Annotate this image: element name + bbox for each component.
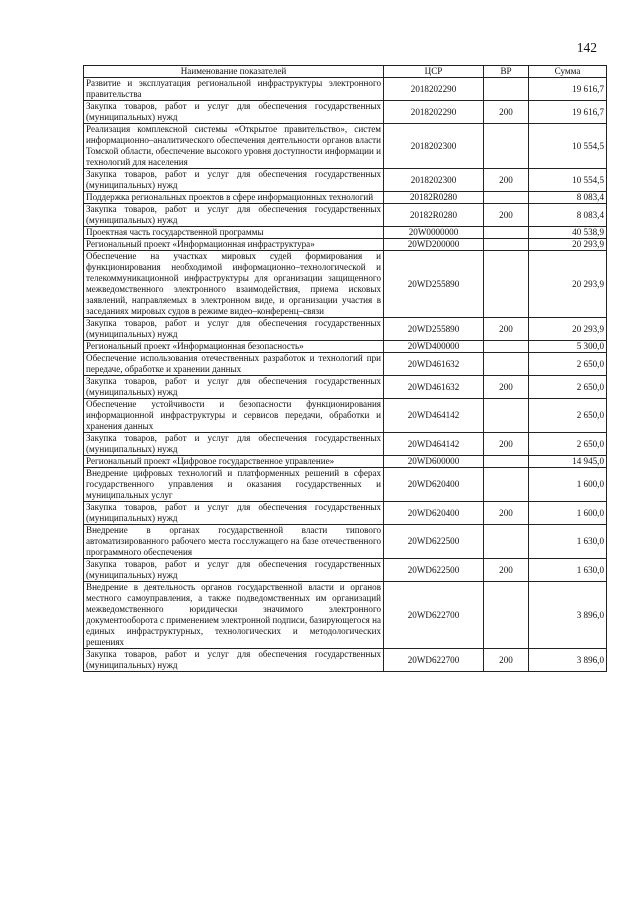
cell-sum: 8 083,4 bbox=[529, 192, 607, 204]
table-row bbox=[84, 525, 607, 559]
page-number: 142 bbox=[576, 40, 597, 55]
cell-csr: 2018202290 bbox=[384, 101, 484, 124]
table-row bbox=[84, 502, 607, 525]
cell-vr: 200 bbox=[484, 204, 529, 227]
cell-csr: 20WD620400 bbox=[384, 468, 484, 502]
cell-sum: 1 630,0 bbox=[529, 559, 607, 582]
cell-sum: 2 650,0 bbox=[529, 433, 607, 456]
cell-csr: 20WD620400 bbox=[384, 502, 484, 525]
cell-vr bbox=[484, 124, 529, 169]
header-vr: ВР bbox=[484, 66, 529, 78]
cell-sum: 5 300,0 bbox=[529, 341, 607, 353]
header-name: Наименование показателей bbox=[84, 66, 384, 78]
cell-csr: 20WD255890 bbox=[384, 251, 484, 318]
table-row bbox=[84, 318, 607, 341]
cell-csr: 20WD200000 bbox=[384, 239, 484, 251]
cell-vr bbox=[484, 456, 529, 468]
table-row bbox=[84, 204, 607, 227]
cell-name: Внедрение в деятельность органов государственной власти и органов местного самоуправления, а также подведомственных им организаций межведомственного юридически значимого электронного документооборота с применением электронной подписи, базирующегося на единых инфраструктурных, технологических и методологических решениях bbox=[84, 582, 384, 649]
cell-vr bbox=[484, 341, 529, 353]
table-row bbox=[84, 582, 607, 649]
cell-vr bbox=[484, 227, 529, 239]
cell-sum: 2 650,0 bbox=[529, 353, 607, 376]
cell-name: Закупка товаров, работ и услуг для обеспечения государственных (муниципальных) нужд bbox=[84, 204, 384, 227]
cell-sum: 2 650,0 bbox=[529, 399, 607, 433]
cell-vr bbox=[484, 251, 529, 318]
table-row bbox=[84, 341, 607, 353]
cell-sum: 2 650,0 bbox=[529, 376, 607, 399]
cell-name: Внедрение цифровых технологий и платформенных решений в сферах государственного управления и оказания государственных и муниципальных услуг bbox=[84, 468, 384, 502]
cell-csr: 20182R0280 bbox=[384, 192, 484, 204]
cell-csr: 2018202300 bbox=[384, 169, 484, 192]
cell-name: Закупка товаров, работ и услуг для обеспечения государственных (муниципальных) нужд bbox=[84, 376, 384, 399]
cell-name: Закупка товаров, работ и услуг для обеспечения государственных (муниципальных) нужд bbox=[84, 502, 384, 525]
cell-sum: 20 293,9 bbox=[529, 239, 607, 251]
table-row bbox=[84, 192, 607, 204]
table-row bbox=[84, 101, 607, 124]
cell-name: Проектная часть государственной программы bbox=[84, 227, 384, 239]
cell-sum: 10 554,5 bbox=[529, 124, 607, 169]
cell-name: Закупка товаров, работ и услуг для обеспечения государственных (муниципальных) нужд bbox=[84, 101, 384, 124]
cell-name: Закупка товаров, работ и услуг для обеспечения государственных (муниципальных) нужд bbox=[84, 649, 384, 672]
table-row bbox=[84, 649, 607, 672]
cell-name: Региональный проект «Информационная безопасность» bbox=[84, 341, 384, 353]
table-row bbox=[84, 169, 607, 192]
cell-csr: 20WD622500 bbox=[384, 559, 484, 582]
cell-name: Закупка товаров, работ и услуг для обеспечения государственных (муниципальных) нужд bbox=[84, 433, 384, 456]
table-row bbox=[84, 78, 607, 101]
cell-vr bbox=[484, 525, 529, 559]
cell-sum: 1 600,0 bbox=[529, 502, 607, 525]
cell-vr bbox=[484, 582, 529, 649]
cell-vr bbox=[484, 399, 529, 433]
cell-csr: 20WD461632 bbox=[384, 353, 484, 376]
table-row bbox=[84, 251, 607, 318]
table-row bbox=[84, 456, 607, 468]
table-row bbox=[84, 559, 607, 582]
cell-vr: 200 bbox=[484, 101, 529, 124]
cell-vr bbox=[484, 239, 529, 251]
cell-vr: 200 bbox=[484, 318, 529, 341]
cell-vr: 200 bbox=[484, 649, 529, 672]
table-row bbox=[84, 376, 607, 399]
cell-name: Внедрение в органах государственной власти типового автоматизированного рабочего места госслужащего на базе отечественного программного обеспечения bbox=[84, 525, 384, 559]
cell-csr: 20WD600000 bbox=[384, 456, 484, 468]
cell-sum: 19 616,7 bbox=[529, 101, 607, 124]
cell-name: Региональный проект «Информационная инфраструктура» bbox=[84, 239, 384, 251]
budget-table bbox=[83, 65, 607, 672]
table-row bbox=[84, 353, 607, 376]
cell-vr bbox=[484, 78, 529, 101]
cell-sum: 19 616,7 bbox=[529, 78, 607, 101]
table-row bbox=[84, 399, 607, 433]
table-header-row bbox=[84, 66, 607, 78]
cell-csr: 20WD622700 bbox=[384, 582, 484, 649]
header-csr: ЦСР bbox=[384, 66, 484, 78]
cell-csr: 20WD622700 bbox=[384, 649, 484, 672]
table-row bbox=[84, 227, 607, 239]
cell-vr bbox=[484, 468, 529, 502]
cell-sum: 8 083,4 bbox=[529, 204, 607, 227]
cell-csr: 20WD461632 bbox=[384, 376, 484, 399]
cell-name: Обеспечение на участках мировых судей формирования и функционирования необходимой информационно–технологической и телекоммуникационной инфраструктуры для организации защищенного межведомственного электронного взаимодействия, приема исковых заявлений, направляемых в электронном виде, и организации участия в заседаниях мировых судов в режиме видео–конференц–связи bbox=[84, 251, 384, 318]
cell-name: Обеспечение использования отечественных разработок и технологий при передаче, обработке и хранении данных bbox=[84, 353, 384, 376]
cell-csr: 20WD622500 bbox=[384, 525, 484, 559]
cell-sum: 20 293,9 bbox=[529, 251, 607, 318]
cell-name: Региональный проект «Цифровое государственное управление» bbox=[84, 456, 384, 468]
cell-csr: 2018202300 bbox=[384, 124, 484, 169]
cell-sum: 3 896,0 bbox=[529, 582, 607, 649]
table-row bbox=[84, 124, 607, 169]
cell-csr: 20W0000000 bbox=[384, 227, 484, 239]
cell-name: Реализация комплексной системы «Открытое правительство», систем информационно–аналитического обеспечения деятельности органов власти Томской области, обеспечение высокого уровня доступности информации и технологий для населения bbox=[84, 124, 384, 169]
cell-sum: 1 600,0 bbox=[529, 468, 607, 502]
cell-vr: 200 bbox=[484, 502, 529, 525]
cell-sum: 3 896,0 bbox=[529, 649, 607, 672]
cell-vr: 200 bbox=[484, 433, 529, 456]
cell-sum: 14 945,0 bbox=[529, 456, 607, 468]
cell-name: Обеспечение устойчивости и безопасности функционирования информационной инфраструктуры и сервисов передачи, обработки и хранения данных bbox=[84, 399, 384, 433]
table-row bbox=[84, 468, 607, 502]
cell-sum: 1 630,0 bbox=[529, 525, 607, 559]
header-sum: Сумма bbox=[529, 66, 607, 78]
table-row bbox=[84, 239, 607, 251]
cell-vr: 200 bbox=[484, 559, 529, 582]
cell-name: Закупка товаров, работ и услуг для обеспечения государственных (муниципальных) нужд bbox=[84, 169, 384, 192]
cell-csr: 20WD464142 bbox=[384, 399, 484, 433]
cell-sum: 20 293,9 bbox=[529, 318, 607, 341]
cell-sum: 40 538,9 bbox=[529, 227, 607, 239]
cell-csr: 20182R0280 bbox=[384, 204, 484, 227]
table-row bbox=[84, 433, 607, 456]
cell-csr: 2018202290 bbox=[384, 78, 484, 101]
cell-name: Поддержка региональных проектов в сфере информационных технологий bbox=[84, 192, 384, 204]
cell-csr: 20WD400000 bbox=[384, 341, 484, 353]
cell-sum: 10 554,5 bbox=[529, 169, 607, 192]
cell-vr: 200 bbox=[484, 169, 529, 192]
cell-vr bbox=[484, 353, 529, 376]
cell-csr: 20WD255890 bbox=[384, 318, 484, 341]
cell-name: Закупка товаров, работ и услуг для обеспечения государственных (муниципальных) нужд bbox=[84, 559, 384, 582]
cell-vr: 200 bbox=[484, 376, 529, 399]
table-body bbox=[84, 78, 607, 672]
cell-name: Развитие и эксплуатация региональной инфраструктуры электронного правительства bbox=[84, 78, 384, 101]
cell-csr: 20WD464142 bbox=[384, 433, 484, 456]
cell-vr bbox=[484, 192, 529, 204]
cell-name: Закупка товаров, работ и услуг для обеспечения государственных (муниципальных) нужд bbox=[84, 318, 384, 341]
